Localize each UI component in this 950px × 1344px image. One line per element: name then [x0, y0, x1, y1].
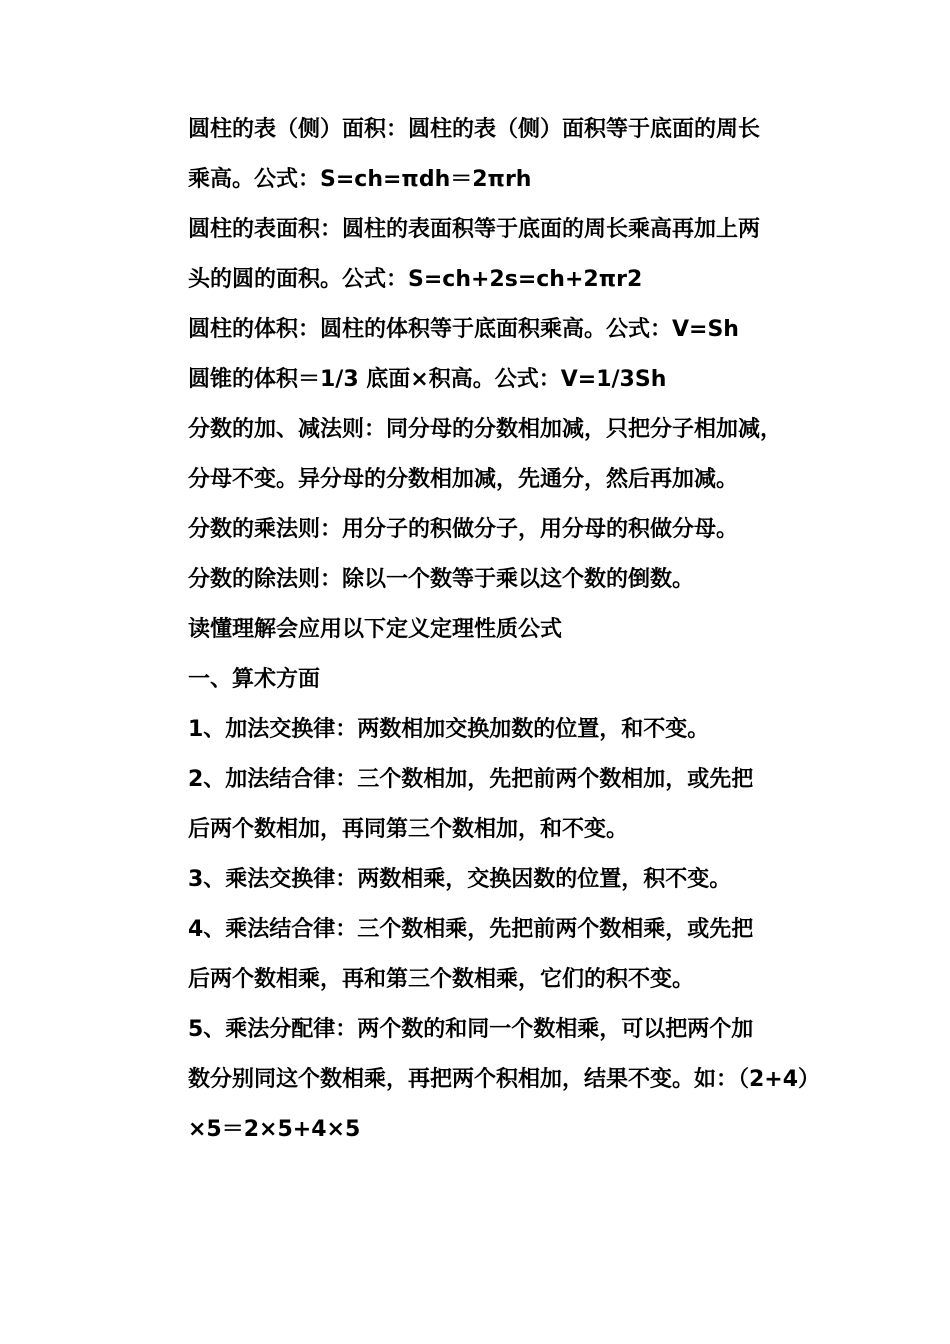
paragraph-cylinder-volume — [144, 305, 816, 355]
text-line: 后两个数相乘，再和第三个数相乘，它们的积不变。 — [188, 967, 695, 992]
text-line: 圆锥的体积＝1/3 底面×积高。公式：V=1/3Sh — [188, 367, 667, 392]
paragraph-fraction-add-subtract-rule — [144, 405, 816, 505]
text-line: 圆柱的表（侧）面积：圆柱的表（侧）面积等于底面的周长 — [188, 117, 761, 142]
text-line: 分母不变。异分母的分数相加减，先通分，然后再加减。 — [188, 467, 739, 492]
text-line: 分数的乘法则：用分子的积做分子，用分母的积做分母。 — [188, 517, 739, 542]
paragraph-cylinder-surface-area — [144, 205, 816, 305]
paragraph-addition-commutative-law — [144, 705, 816, 755]
paragraph-fraction-multiply-rule — [144, 505, 816, 555]
paragraph-addition-associative-law — [144, 755, 816, 855]
paragraph-multiplication-distributive-law — [144, 1005, 821, 1155]
text-line: 后两个数相加，再同第三个数相加，和不变。 — [188, 817, 629, 842]
text-line: 4、乘法结合律：三个数相乘，先把前两个数相乘，或先把 — [188, 917, 754, 942]
text-line: 3、乘法交换律：两数相乘，交换因数的位置，积不变。 — [188, 867, 732, 892]
text-line: 一、算术方面 — [188, 667, 321, 692]
paragraph-cone-volume — [144, 355, 816, 405]
paragraph-cylinder-lateral-area — [144, 105, 816, 205]
text-line: 分数的除法则：除以一个数等于乘以这个数的倒数。 — [188, 567, 695, 592]
document-body — [144, 105, 821, 1155]
text-line: 读懂理解会应用以下定义定理性质公式 — [188, 617, 563, 642]
text-line: ×5＝2×5+4×5 — [188, 1117, 361, 1142]
text-line: 圆柱的体积：圆柱的体积等于底面积乘高。公式：V=Sh — [188, 317, 739, 342]
text-line: 5、乘法分配律：两个数的和同一个数相乘，可以把两个加 — [188, 1017, 754, 1042]
text-line: 头的圆的面积。公式：S=ch+2s=ch+2πr2 — [188, 267, 643, 292]
paragraph-fraction-divide-rule — [144, 555, 816, 605]
paragraph-multiplication-associative-law — [144, 905, 816, 1005]
text-line: 1、加法交换律：两数相加交换加数的位置，和不变。 — [188, 717, 710, 742]
text-line: 乘高。公式：S=ch=πdh＝2πrh — [188, 167, 532, 192]
text-line: 数分别同这个数相乘，再把两个积相加，结果不变。如：（2+4） — [188, 1067, 821, 1092]
paragraph-arithmetic-section-heading — [144, 655, 816, 705]
text-line: 2、加法结合律：三个数相加，先把前两个数相加，或先把 — [188, 767, 754, 792]
text-line: 分数的加、减法则：同分母的分数相加减，只把分子相加减， — [188, 417, 783, 442]
text-line: 圆柱的表面积：圆柱的表面积等于底面的周长乘高再加上两 — [188, 217, 761, 242]
paragraph-multiplication-commutative-law — [144, 855, 816, 905]
paragraph-understand-apply-heading — [144, 605, 816, 655]
